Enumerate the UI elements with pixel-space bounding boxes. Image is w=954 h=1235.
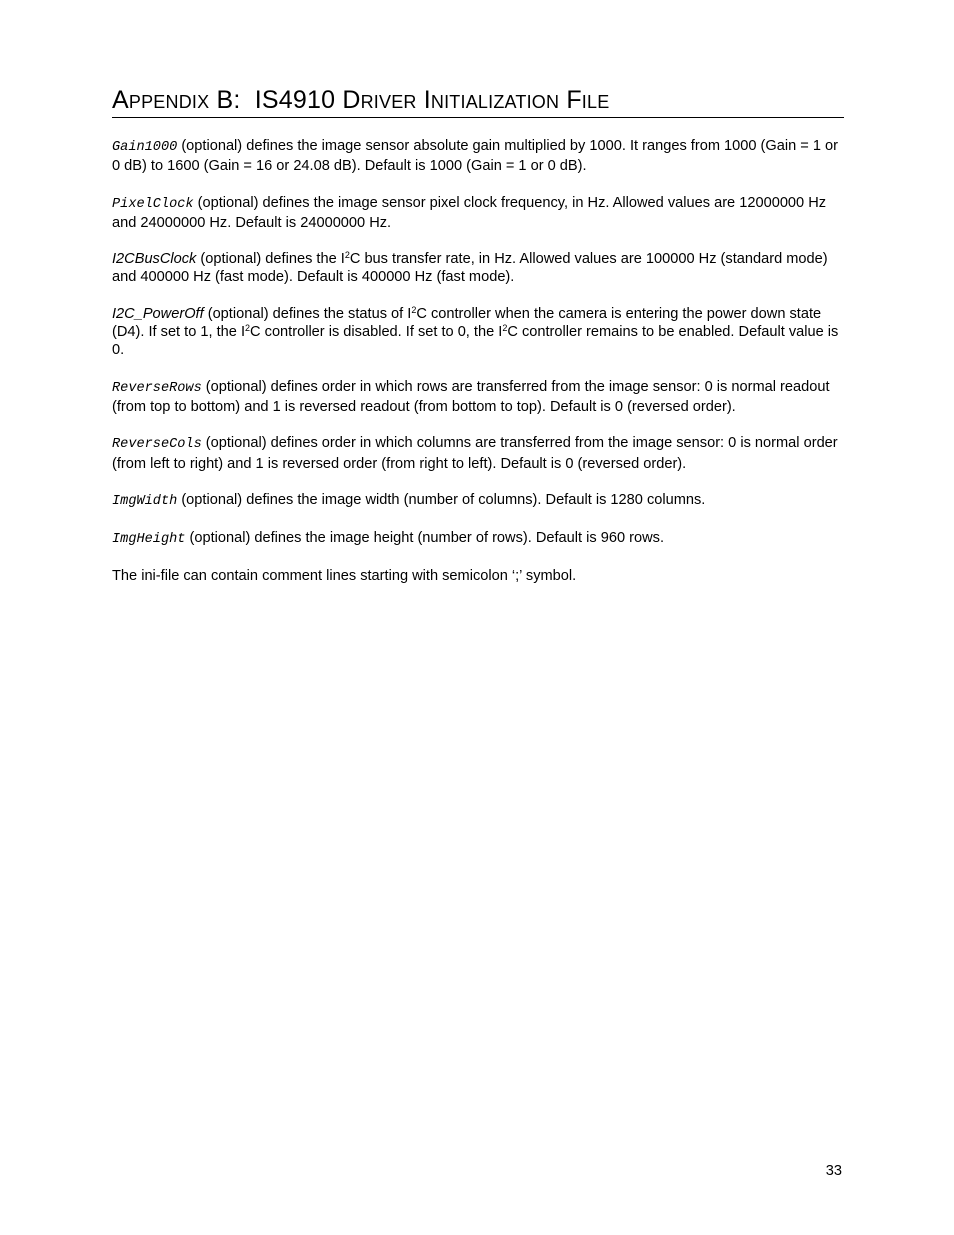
param-i2cpoweroff: I2C_PowerOff (optional) defines the status of $I^2C$ controller when the camera is entering the power down state (D4). If set to 1, the $I^2C$ controller is disabled. If set to 0, the $I^2C$ controller remains to be enabled. Default value is 0. (112, 304, 839, 359)
param-imgheight (112, 529, 844, 549)
param-name: PixelClock (112, 196, 194, 212)
param-description: (optional) defines the image sensor pixel clock frequency, in Hz. Allowed values are 12000000 Hz and 24000000 Hz. Default is 24000000 Hz. (112, 194, 827, 231)
param-name: I2C_PowerOff (112, 305, 204, 322)
page-number: 33 (825, 1163, 842, 1179)
param-name: ReverseCols (112, 437, 202, 453)
param-i2cbusclock: I2CBusClock (optional) defines the $I^2C$ bus transfer rate, in Hz. Allowed values are 100000 Hz (standard mode) and 400000 Hz (fast mode). Default is 400000 Hz (fast mode). (112, 250, 828, 286)
param-description: (optional) defines the image sensor absolute gain multiplied by 1000. It ranges from 1000 (Gain = 1 or 0 dB) to 1600 (Gain = 16 or 24.08 dB). Default is 1000 (Gain = 1 or 0 dB). (112, 138, 839, 175)
title-underline (112, 117, 844, 118)
param-name: Gain1000 (112, 140, 178, 155)
param-description: (optional) defines order in which columns are transferred from the image sensor: 0 is normal order (from left to right) and 1 is reversed order (from right to left). Default is 0 (reversed order). (112, 435, 838, 472)
param-name: I2CBusClock (112, 251, 197, 268)
param-description: (optional) defines the image width (number of columns). Default is 1280 columns. (177, 491, 706, 508)
param-description: (optional) defines order in which rows are transferred from the image sensor: 0 is normal readout (from top to bottom) and 1 is reversed readout (from bottom to top). Default is 0 (reversed order). (112, 378, 830, 415)
param-reverserows (112, 378, 844, 417)
comment-note: The ini-file can contain comment lines starting with semicolon ‘;’ symbol. (112, 568, 577, 585)
param-name: ImgWidth (112, 493, 178, 509)
page-title (112, 84, 844, 116)
param-description: (optional) defines the image height (number of rows). Default is 960 rows. (185, 530, 665, 547)
title-name: IS4910 Driver Initialization File (254, 86, 610, 114)
param-name: ImgHeight (112, 532, 186, 548)
param-reversecols (112, 434, 844, 473)
param-pixelclock (112, 194, 844, 233)
param-gain1000 (112, 137, 844, 176)
title-appendix: Appendix B: (112, 86, 241, 114)
param-name: ReverseRows (112, 380, 202, 396)
body-content (112, 137, 844, 604)
param-imgwidth (112, 491, 844, 511)
